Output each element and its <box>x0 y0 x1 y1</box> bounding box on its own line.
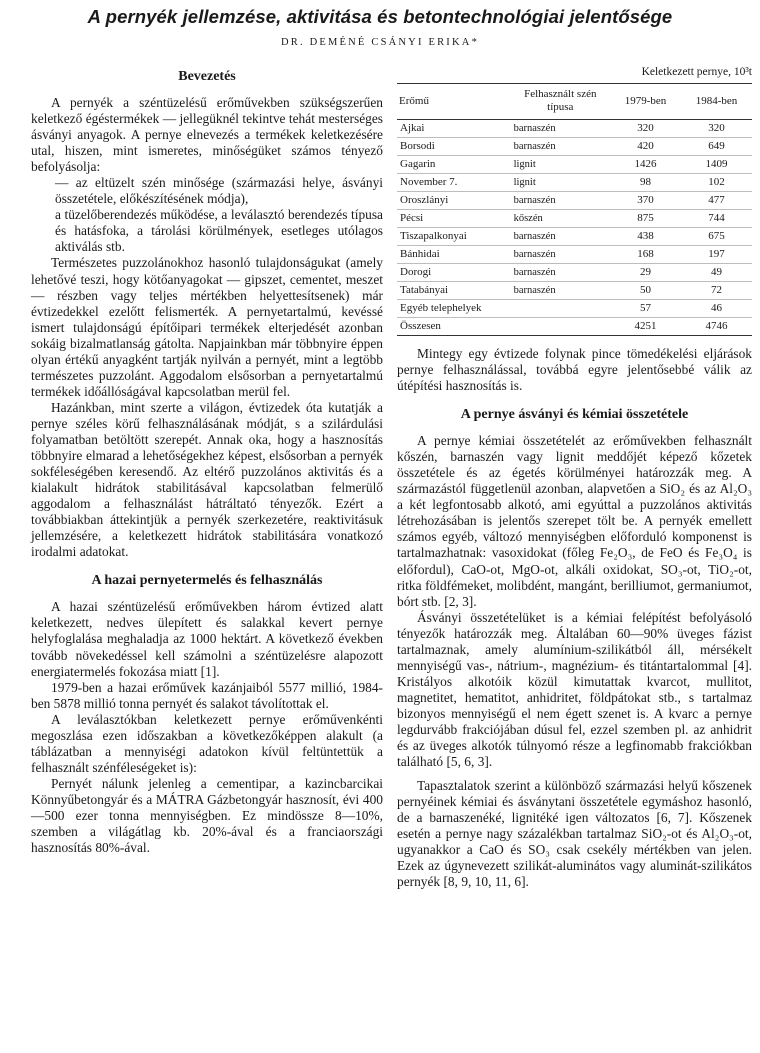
value-1979-cell: 1426 <box>610 156 681 174</box>
value-1984-cell: 197 <box>681 246 752 264</box>
value-1984-cell: 744 <box>681 210 752 228</box>
plant-cell: Dorogi <box>397 264 511 282</box>
coal-type-cell: barnaszén <box>511 138 610 156</box>
paragraph: Mintegy egy évtizede folynak pince tömedékelési eljárások pernye felhasználással, továbbá egyre jelentősebbé válik az útépítési hasznosítás is. <box>397 346 752 394</box>
table-row <box>397 156 752 174</box>
table-row <box>397 300 752 318</box>
plant-cell: Összesen <box>397 318 511 336</box>
value-1984-cell: 1409 <box>681 156 752 174</box>
table-row <box>397 120 752 138</box>
plant-cell: Ajkai <box>397 120 511 138</box>
value-1979-cell: 168 <box>610 246 681 264</box>
coal-type-cell: barnaszén <box>511 264 610 282</box>
list-item: a tüzelőberendezés működése, a leválasztó berendezés típusa és hatásfoka, a tárolási körülmények, esetleges utólagos aktiválás stb. <box>55 207 383 255</box>
coal-type-cell: lignit <box>511 174 610 192</box>
left-column <box>31 60 383 856</box>
value-1979-cell: 438 <box>610 228 681 246</box>
right-column <box>397 60 752 890</box>
coal-type-cell <box>511 300 610 318</box>
plant-cell: Gagarin <box>397 156 511 174</box>
paragraph: Hazánkban, mint szerte a világon, évtizedek óta kutatják a pernye széles körű felhasználásának módját, s a szilárdulási folyamatban betöltött szerepét. Annak oka, hogy a hasznosítás többnyire elmarad a lehetőségekhez képest, elsősorban a pernyék sokféleségében keresendő. Az eltérő puzzolános aktivitás és a kialakult hidrátok stabilitásával kapcsolatban felmerülő aggodalom a felhasználást hátráltató tényezők. Ezért a továbbiakban áttekintjük a pernyék szerkezetére, reaktivitásuk jellemzésére, a keletkezett hidrátok stabilitására vonatkozó irodalmi adatokat. <box>31 399 383 560</box>
section-heading-introduction: Bevezetés <box>178 69 236 84</box>
plant-cell: November 7. <box>397 174 511 192</box>
table-row <box>397 210 752 228</box>
plant-cell: Tatabányai <box>397 282 511 300</box>
coal-type-cell: barnaszén <box>511 120 610 138</box>
section-heading-production: A hazai pernyetermelés és felhasználás <box>91 573 323 589</box>
paragraph: A hazai széntüzelésű erőművekben három évtized alatt keletkezett, nedves ülepített és salakkal kevert pernye helyfoglalása meghaladja az 1000 hektárt. A következő években tovább növekedéssel kell számolni a széntüzelésre alapozott energiatermelés fokozása miatt [1]. <box>31 599 383 679</box>
column-header: Felhasznált szén típusa <box>511 84 610 120</box>
plant-cell: Egyéb telephelyek <box>397 300 511 318</box>
value-1979-cell: 57 <box>610 300 681 318</box>
value-1984-cell: 102 <box>681 174 752 192</box>
paragraph: Tapasztalatok szerint a különböző származási helyű kőszenek pernyéinek kémiai és ásványtani összetétele egymáshoz hasonló, de a barnaszenéké, lignitéké igen változatos [6, 7]. Kőszenek esetén a pernye nagy százalékban tartalmaz SiO₂-ot és Al₂O₃-ot, ugyanakkor a CaO és SO₃ csak csekély mértékben van jelen. Ezek az úgynevezett szilikát-aluminátos vagy aluminát-szilikátos pernyék [8, 9, 10, 11, 6]. <box>397 778 752 890</box>
factor-list <box>31 175 383 255</box>
table-row <box>397 246 752 264</box>
value-1979-cell: 98 <box>610 174 681 192</box>
value-1979-cell: 4251 <box>610 318 681 336</box>
coal-type-cell: barnaszén <box>511 228 610 246</box>
value-1984-cell: 675 <box>681 228 752 246</box>
list-item: — az eltüzelt szén minősége (származási helye, ásványi összetétele, előkészítésének módja), <box>55 175 383 207</box>
table-row <box>397 282 752 300</box>
coal-type-cell <box>511 318 610 336</box>
value-1984-cell: 320 <box>681 120 752 138</box>
table-caption: Keletkezett pernye, 10³t <box>641 66 752 78</box>
coal-type-cell: lignit <box>511 156 610 174</box>
plant-cell: Borsodi <box>397 138 511 156</box>
column-header: 1979-ben <box>610 84 681 120</box>
article-author: DR. DEMÉNÉ CSÁNYI ERIKA* <box>280 37 480 48</box>
plant-cell: Pécsi <box>397 210 511 228</box>
coal-type-cell: kőszén <box>511 210 610 228</box>
value-1984-cell: 72 <box>681 282 752 300</box>
paragraph: A leválasztókban keletkezett pernye erőművenkénti megoszlása ezen időszakban a következőképpen alakult (a táblázatban a mennyiségi adatokon kívül feltüntettük a felhasznált szénféleségeket is): <box>31 711 383 775</box>
value-1979-cell: 320 <box>610 120 681 138</box>
section-heading-composition: A pernye ásványi és kémiai összetétele <box>460 407 689 423</box>
value-1979-cell: 370 <box>610 192 681 210</box>
plant-cell: Bánhidai <box>397 246 511 264</box>
value-1979-cell: 29 <box>610 264 681 282</box>
value-1984-cell: 46 <box>681 300 752 318</box>
paragraph: A pernyék a széntüzelésű erőművekben szükségszerűen keletkező égéstermékek — jellegüknél tekintve tehát mesterséges ásványi anyagok. A pernye elnevezés a termékek keletkezésére utal, hiszen, mint ismeretes, minőségüket számos tényező befolyásolja: <box>31 95 383 175</box>
value-1984-cell: 649 <box>681 138 752 156</box>
paragraph: 1979-ben a hazai erőművek kazánjaiból 5577 millió, 1984-ben 5878 millió tonna pernyét és salakot távolítottak el. <box>31 679 383 711</box>
article-title: A pernyék jellemzése, aktivitása és betontechnológiai jelentősége <box>87 6 673 27</box>
table-row <box>397 264 752 282</box>
value-1979-cell: 50 <box>610 282 681 300</box>
coal-type-cell: barnaszén <box>511 282 610 300</box>
paragraph: A pernye kémiai összetételét az erőművekben felhasznált kőszén, barnaszén vagy lignit meddőjét képező kőzetek összetétele és az égetés körülményei határozzák meg. A származástól függetlenül azonban, alapvetően a SiO₂ és az Al₂O₃ a két legfontosabb alkotó, ami egyúttal a puzzolános aktivitás létrehozásában is jelentős szerepet tölt be. A pernyék emellett számos egyéb, változó mennyiségben előforduló komponenst is tartalmazhatnak: vasoxidokat (főleg Fe₂O₃, de FeO és Fe₃O₄ is előfordul), CaO-ot, MgO-ot, alkáli oxidokat, SO₃-ot, TiO₂-ot, ritka földfémeket, molibdént, mangánt, berilliumot, germaniumot, bórt stb. [2, 3]. <box>397 433 752 609</box>
paragraph: Ásványi összetételüket is a kémiai felépítést befolyásoló tényezők határozzák meg. Általában 60—90% üveges fázist tartalmaznak, amely alumínium-szilikátból áll, mérsékelt mennyiségű vas-, nátrium-, magnézium- és titántartalommal [4]. Kristályos alkotóik közül kimutattak kvarcot, mullitot, magnetitet, hematitot, anhidritet, földpátokat stb., s tartalmaz bizonyos mennyiségű el nem égett szenet is. A kvarc a pernye legdurvább frakciójában dúsul fel, ezzel szemben pl. az anhidrit és az üveges alkotók túlnyomó része a legfinomabb frakciókban található [5, 6, 3]. <box>397 609 752 770</box>
coal-type-cell: barnaszén <box>511 246 610 264</box>
plant-cell: Oroszlányi <box>397 192 511 210</box>
value-1984-cell: 49 <box>681 264 752 282</box>
value-1984-cell: 4746 <box>681 318 752 336</box>
table-row <box>397 138 752 156</box>
paragraph: Pernyét nálunk jelenleg a cementipar, a kazincbarcikai Könnyűbetongyár és a MÁTRA Gázbetongyár hasznosít, évi 400—500 ezer tonna mennyiségben. Ez mindössze 8—10%, szemben a világátlag kb. 20%-ával és a franciaországi hasznosítás 80%-ával. <box>31 775 383 856</box>
fly-ash-table <box>397 83 752 336</box>
table-total-row <box>397 318 752 336</box>
value-1979-cell: 875 <box>610 210 681 228</box>
table-row <box>397 192 752 210</box>
value-1984-cell: 477 <box>681 192 752 210</box>
column-header: 1984-ben <box>681 84 752 120</box>
value-1979-cell: 420 <box>610 138 681 156</box>
coal-type-cell: barnaszén <box>511 192 610 210</box>
plant-cell: Tiszapalkonyai <box>397 228 511 246</box>
paragraph: Természetes puzzolánokhoz hasonló tulajdonságukat (amely lehetővé teszi, hogy kötőanyagokat — gipszet, cementet, meszet — részben vagy teljes mértékben helyettesítsenek) már évtizedekkel ezelőtt felismerték. A pernyetartalmú, kevéssé ismert tulajdonságú építőipari termékek elterjedését azonban sokáig bizalmatlanság gátolta. Napjainkban már többnyire éppen olyan értékű anyagként tartják nyilván a pernyét, mint a legtöbb természetes puzzolánt. Aggodalom elsősorban a pernyetartalmú termékek időállóságával kapcsolatban merül fel. <box>31 255 383 399</box>
column-header: Erőmű <box>397 84 511 120</box>
table-row <box>397 174 752 192</box>
table-header-row <box>397 84 752 120</box>
table-row <box>397 228 752 246</box>
